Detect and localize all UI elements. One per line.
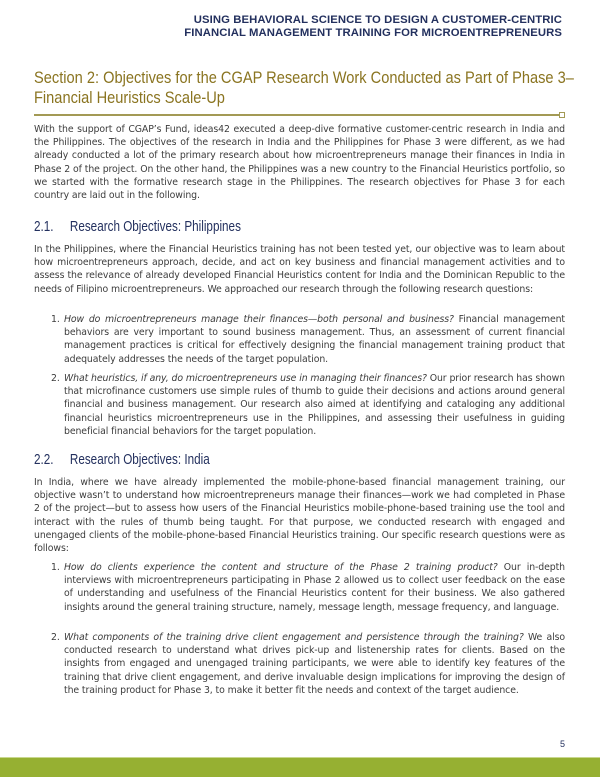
subsection-number: 2.1. [34, 218, 54, 235]
section-title [34, 68, 574, 108]
section-title-line-2: Financial Heuristics Scale-Up [34, 88, 225, 107]
footer-band [0, 757, 600, 777]
subsection-number: 2.2. [34, 451, 54, 468]
india-intro-paragraph: In India, where we have already implemented the mobile-phone-based financial management training, our objective wasn’t to understand how microentrepreneurs manage their finances—work we had completed in Phase 2 of the project—but to assess how users of the Financial Heuristics mobile-phone-based training use the tool and interact with the rules of thumb being taught. For that purpose, we conducted research with engaged and unengaged clients of the mobile-phone-based Financial Heuristics training. Our specific research questions were as follows: [34, 477, 565, 555]
section-title-line-1: Section 2: Objectives for the CGAP Research Work Conducted as Part of Phase 3– [34, 68, 574, 87]
subsection-title: Research Objectives: India [69, 451, 210, 468]
running-header-line-2: FINANCIAL MANAGEMENT TRAINING FOR MICROENTREPRENEURS [184, 27, 562, 39]
section-intro-paragraph: With the support of CGAP’s Fund, ideas42 executed a deep-dive formative customer-centric research in India and the Philippines. The objectives of the research in India and the Philippines for Phase 3 were different, as we had already conducted a lot of the primary research about how microentrepreneurs manage their finances in India in Phase 2 of the project. On the other hand, the Philippines was a new country to the Financial Heuristics portfolio, so we started with the formative research stage in the Philippines. The research objectives for Phase 3 for each country are laid out in the following. [34, 124, 565, 202]
list-item [51, 631, 565, 697]
title-underline-rule [34, 114, 560, 116]
list-item-number: 2. [51, 373, 60, 384]
research-question: How do clients experience the content and structure of the Phase 2 training product? [64, 562, 498, 573]
philippines-intro-paragraph: In the Philippines, where the Financial Heuristics training has not been tested yet, our objective was to learn about how microentrepreneurs approach, decide, and act on key business and financial management activities and to assess the relevance of already developed Financial Heuristics content for India and the Dominican Republic to the needs of Filipino microentrepreneurs. We approached our research through the following research questions: [34, 244, 565, 295]
title-rule-endcap [559, 112, 565, 118]
research-question-explanation: Financial management behaviors are very important to sound business management. Thus, an assessment of current financial management practices is critical for effectively designing the financial management training product that adequately addresses the needs of the target population. [64, 314, 565, 365]
list-item-number: 1. [51, 562, 60, 573]
list-item-number: 2. [51, 632, 60, 643]
research-question: How do microentrepreneurs manage their finances—both personal and business? [64, 314, 454, 325]
list-item [51, 372, 565, 438]
research-question-explanation: We also conducted research to understand what drives pick-up and listenership rates for clients. Based on the insights from engaged and unengaged training participants, we were able to identify key features of the training that drive client engagement, and derive invaluable design implications for improving the design of the training product for Phase 3, to make it better fit the needs and context of the target audience. [64, 632, 565, 696]
research-question: What components of the training drive client engagement and persistence through the training? [64, 632, 524, 643]
running-header [184, 14, 562, 40]
page-number: 5 [560, 739, 566, 749]
research-question: What heuristics, if any, do microentrepreneurs use in managing their finances? [64, 373, 427, 384]
subsection-heading-philippines [34, 218, 241, 236]
subsection-heading-india [34, 451, 210, 469]
running-header-line-1: USING BEHAVIORAL SCIENCE TO DESIGN A CUSTOMER-CENTRIC [193, 14, 562, 26]
list-item [51, 561, 565, 614]
list-item-number: 1. [51, 314, 60, 325]
research-question-explanation: Our in-depth interviews with microentrepreneurs participating in Phase 2 allowed us to collect user feedback on the ease of understanding and usefulness of the Financial Heuristics content for their business. We also gathered insights around the general training structure, namely, message length, message frequency, and language. [64, 562, 565, 613]
research-question-explanation: Our prior research has shown that microfinance customers use simple rules of thumb to guide their decisions and actions around general financial and business management. Our research also aimed at identifying and cataloging any additional financial heuristics microentrepreneurs use in the Philippines, and assessing their usefulness in guiding beneficial financial behaviors for the target population. [64, 373, 565, 437]
subsection-title: Research Objectives: Philippines [69, 218, 241, 235]
list-item [51, 313, 565, 366]
